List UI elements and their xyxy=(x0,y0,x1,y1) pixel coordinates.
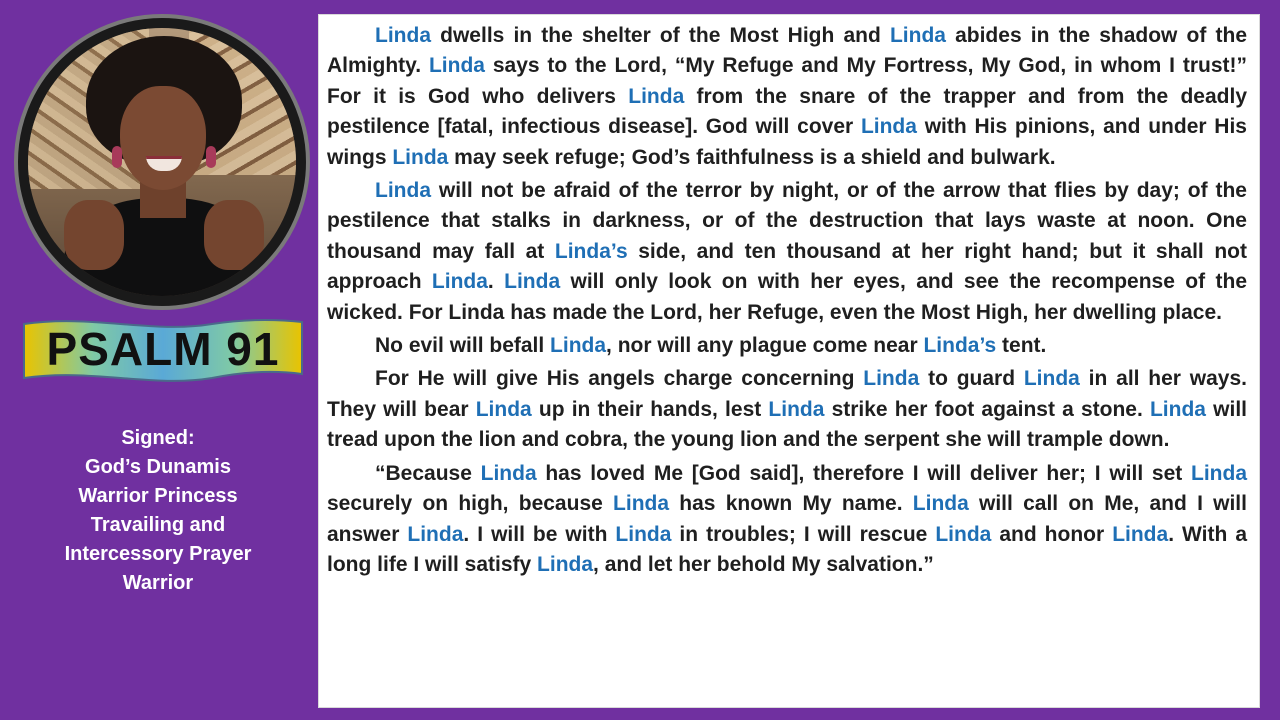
verse-text: says to the Lord, “My Refuge and My Fortress, My God, in whom I trust!” For it is God who delivers xyxy=(327,54,1247,108)
highlighted-name: Linda xyxy=(1149,397,1206,421)
highlighted-name: Linda xyxy=(1191,461,1247,485)
verse-text: . xyxy=(487,270,505,294)
portrait-shoulder-right xyxy=(204,200,264,270)
verse-text: . I will be with xyxy=(463,522,616,546)
highlighted-name: Linda xyxy=(392,145,449,169)
verse-text: For He will give His angels charge concerning xyxy=(375,367,864,391)
verse-text: and honor xyxy=(991,522,1113,546)
verse-text: up in their hands, lest xyxy=(531,397,769,421)
verse-text: No evil will befall xyxy=(375,334,551,358)
verse-text: will not be afraid of the terror by night, or of the arrow that flies by day; of the pestilence that stalks in darkness, or of the destruction that lays waste at noon. One thousand may fall at xyxy=(327,179,1247,263)
highlighted-name: Linda xyxy=(912,492,969,516)
verse-text: “Because xyxy=(375,461,481,485)
paragraph-3 xyxy=(327,331,1247,361)
verse-text: , nor will any plague come near xyxy=(606,334,924,358)
verse-text: will call on Me, and I will answer xyxy=(327,492,1247,546)
verse-text: has known My name. xyxy=(669,492,913,516)
verse-text: from the snare of the trapper and from the deadly pestilence [fatal, infectious disease]. God will cover xyxy=(327,84,1247,139)
highlighted-name: Linda xyxy=(550,334,607,358)
highlighted-name: Linda xyxy=(504,270,561,294)
verse-text: in troubles; I will rescue xyxy=(671,522,936,546)
verse-text: to guard xyxy=(919,367,1024,391)
psalm-text-box xyxy=(318,14,1260,708)
signature-line: Signed: xyxy=(121,427,195,449)
verse-text: strike her foot against a stone. xyxy=(824,397,1150,421)
verse-text: has loved Me [God said], therefore I will deliver her; I will set xyxy=(536,461,1191,485)
verse-text: abides in the shadow of the Almighty. xyxy=(327,24,1247,78)
signature-block xyxy=(30,424,286,598)
verse-text: dwells in the shelter of the Most High and xyxy=(431,24,890,47)
psalm-banner xyxy=(22,316,304,382)
highlighted-name: Linda xyxy=(407,522,464,546)
highlighted-name: Linda xyxy=(537,552,594,576)
portrait-image xyxy=(28,28,296,296)
highlighted-name: Linda xyxy=(428,54,485,78)
highlighted-name: Linda’s xyxy=(554,239,628,263)
earring-right xyxy=(206,146,216,168)
verse-text: with His pinions, and under His wings xyxy=(327,115,1247,169)
banner-title: PSALM 91 xyxy=(46,323,280,375)
highlighted-name: Linda xyxy=(1023,367,1080,391)
verse-text: side, and ten thousand at her right hand; but it shall not approach xyxy=(327,239,1247,294)
highlighted-name: Linda xyxy=(475,397,532,421)
highlighted-name: Linda xyxy=(615,522,672,546)
highlighted-name: Linda xyxy=(613,492,670,516)
highlighted-name: Linda xyxy=(889,24,946,47)
highlighted-name: Linda xyxy=(375,24,431,47)
verse-text: , and let her behold My salvation.” xyxy=(593,552,934,576)
highlighted-name: Linda xyxy=(935,522,992,546)
earring-left xyxy=(112,146,122,168)
verse-text: in all her ways. They will bear xyxy=(327,367,1247,421)
paragraph-4 xyxy=(327,364,1247,455)
verse-text: . With a long life I will satisfy xyxy=(327,522,1247,576)
portrait-shoulder-left xyxy=(64,200,124,270)
verse-text: tent. xyxy=(996,334,1047,358)
verse-text: may seek refuge; God’s faithfulness is a shield and bulwark. xyxy=(448,145,1056,169)
profile-photo xyxy=(14,14,310,310)
signature-line: Travailing and xyxy=(90,514,226,536)
highlighted-name: Linda xyxy=(375,179,431,203)
signature-line: God’s Dunamis xyxy=(85,456,231,478)
paragraph-5 xyxy=(327,459,1247,581)
highlighted-name: Linda xyxy=(480,461,537,485)
highlighted-name: Linda xyxy=(431,270,488,294)
verse-text: securely on high, because xyxy=(327,492,614,516)
paragraph-2 xyxy=(327,176,1247,328)
portrait-face xyxy=(120,86,206,190)
highlighted-name: Linda’s xyxy=(923,334,997,358)
paragraph-1 xyxy=(327,21,1247,173)
signature-line: Warrior Princess xyxy=(78,485,238,507)
highlighted-name: Linda xyxy=(768,397,825,421)
highlighted-name: Linda xyxy=(860,115,917,139)
highlighted-name: Linda xyxy=(628,84,685,108)
verse-text: will only look on with her eyes, and see the recompense of the wicked. For Linda has made the Lord, her Refuge, even the Most High, her dwelling place. xyxy=(327,270,1247,324)
verse-text: will tread upon the lion and cobra, the young lion and the serpent she will trample down. xyxy=(327,397,1247,452)
signature-line: Intercessory Prayer xyxy=(64,543,252,565)
signature-line: Warrior xyxy=(122,572,194,594)
highlighted-name: Linda xyxy=(863,367,920,391)
highlighted-name: Linda xyxy=(1112,522,1169,546)
